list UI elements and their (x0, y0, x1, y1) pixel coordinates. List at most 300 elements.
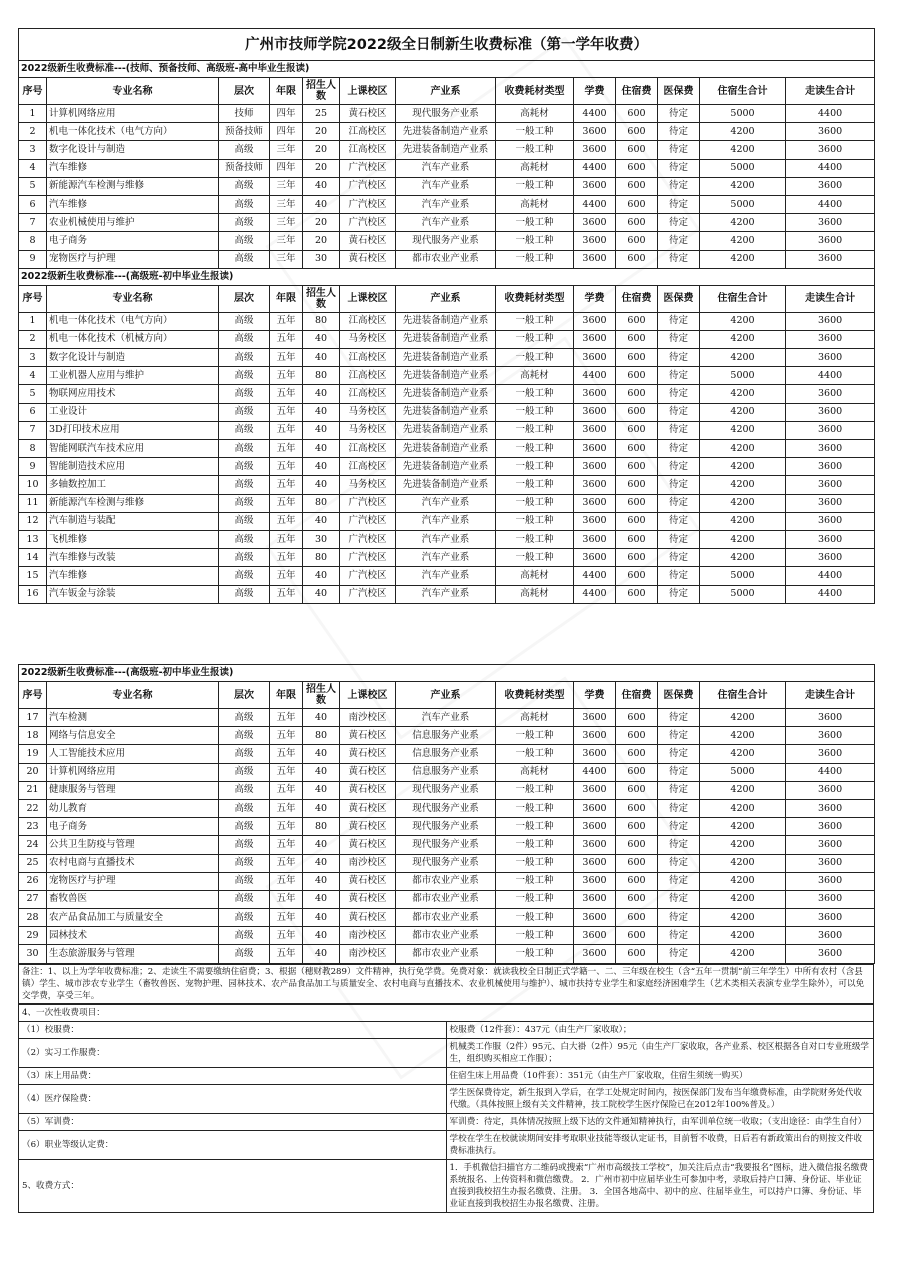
table-cell: 高级 (219, 421, 270, 439)
table-cell: 40 (303, 177, 340, 195)
fee-item-row (19, 1159, 874, 1212)
section-title: 2022级新生收费标准---(高级班-初中毕业生报读) (19, 665, 875, 682)
table-cell: 黄石校区 (340, 250, 396, 268)
major-name-cell: 飞机维修 (47, 530, 219, 548)
major-name-cell: 新能源汽车检测与维修 (47, 177, 219, 195)
major-name-cell: 计算机网络应用 (47, 105, 219, 123)
table-cell: 一般工种 (496, 312, 574, 330)
table-cell: 4400 (786, 105, 875, 123)
table-cell: 高级 (219, 385, 270, 403)
table-cell: 汽车产业系 (396, 549, 496, 567)
table-cell: 待定 (658, 312, 700, 330)
table-cell: 一般工种 (496, 818, 574, 836)
table-cell: 待定 (658, 799, 700, 817)
table-cell: 3600 (574, 141, 616, 159)
table-cell: 3600 (786, 330, 875, 348)
table-cell: 4200 (700, 818, 786, 836)
table-cell: 80 (303, 312, 340, 330)
table-cell: 1 (19, 312, 47, 330)
table-cell: 9 (19, 250, 47, 268)
major-name-cell: 农村电商与直播技术 (47, 854, 219, 872)
major-name-cell: 宠物医疗与护理 (47, 250, 219, 268)
table-row (19, 585, 875, 603)
table-cell: 待定 (658, 250, 700, 268)
table-cell: 南沙校区 (340, 854, 396, 872)
table-cell: 40 (303, 763, 340, 781)
table-cell: 五年 (270, 312, 303, 330)
table-cell: 高耗材 (496, 709, 574, 727)
table-cell: 江高校区 (340, 440, 396, 458)
table-cell: 10 (19, 476, 47, 494)
major-name-cell: 幼儿教育 (47, 799, 219, 817)
table-cell: 四年 (270, 123, 303, 141)
table-cell: 600 (616, 549, 658, 567)
table-cell: 江高校区 (340, 458, 396, 476)
column-header: 层次 (219, 285, 270, 312)
table-cell: 40 (303, 458, 340, 476)
column-header: 住宿生合计 (700, 285, 786, 312)
table-cell: 现代服务产业系 (396, 799, 496, 817)
fee-item-text: 学校在学生在校就读期间安排考取职业技能等级认定证书，目前暂不收费，日后若有新政策出台的则按文件收费标准执行。 (446, 1130, 874, 1159)
table-cell: 待定 (658, 403, 700, 421)
table-cell: 一般工种 (496, 799, 574, 817)
table-cell: 3600 (574, 385, 616, 403)
table-cell: 五年 (270, 440, 303, 458)
table-cell: 一般工种 (496, 549, 574, 567)
table-cell: 高级 (219, 854, 270, 872)
table-cell: 40 (303, 330, 340, 348)
table-cell: 高级 (219, 890, 270, 908)
table-cell: 三年 (270, 141, 303, 159)
table-cell: 江高校区 (340, 312, 396, 330)
table-cell: 高级 (219, 312, 270, 330)
table-cell: 高级 (219, 530, 270, 548)
table-cell: 40 (303, 403, 340, 421)
table-cell: 600 (616, 159, 658, 177)
major-name-cell: 园林技术 (47, 927, 219, 945)
table-cell: 待定 (658, 458, 700, 476)
major-name-cell: 多轴数控加工 (47, 476, 219, 494)
table-cell: 23 (19, 818, 47, 836)
table-cell: 3600 (574, 909, 616, 927)
table-cell: 三年 (270, 214, 303, 232)
table-cell: 26 (19, 872, 47, 890)
table-cell: 3600 (574, 890, 616, 908)
table-cell: 待定 (658, 872, 700, 890)
table-cell: 高级 (219, 709, 270, 727)
table-cell: 3600 (786, 872, 875, 890)
table-cell: 3600 (786, 421, 875, 439)
table-row (19, 440, 875, 458)
table-cell: 五年 (270, 890, 303, 908)
table-cell: 五年 (270, 530, 303, 548)
table-cell: 4200 (700, 440, 786, 458)
table-cell: 4400 (574, 585, 616, 603)
table-cell: 高级 (219, 727, 270, 745)
table-row (19, 312, 875, 330)
table-cell: 汽车产业系 (396, 567, 496, 585)
table-cell: 五年 (270, 872, 303, 890)
table-cell: 4200 (700, 927, 786, 945)
header-row (19, 682, 875, 709)
table-cell: 江高校区 (340, 141, 396, 159)
table-row (19, 945, 875, 963)
table-cell: 600 (616, 105, 658, 123)
table-cell: 5000 (700, 367, 786, 385)
table-cell: 40 (303, 195, 340, 213)
table-cell: 高级 (219, 177, 270, 195)
column-header: 医保费 (658, 285, 700, 312)
table-cell: 3600 (786, 512, 875, 530)
table-row (19, 799, 875, 817)
table-cell: 40 (303, 872, 340, 890)
fee-item-label: 5、收费方式： (19, 1159, 447, 1212)
column-header: 医保费 (658, 78, 700, 105)
column-header: 学费 (574, 285, 616, 312)
table-cell: 600 (616, 781, 658, 799)
table-cell: 现代服务产业系 (396, 854, 496, 872)
table-cell: 高级 (219, 214, 270, 232)
table-cell: 高级 (219, 799, 270, 817)
table-cell: 3600 (786, 818, 875, 836)
table-cell: 江高校区 (340, 367, 396, 385)
table-cell: 3600 (786, 530, 875, 548)
table-cell: 南沙校区 (340, 945, 396, 963)
table-cell: 4200 (700, 727, 786, 745)
major-name-cell: 机电一体化技术（机械方向） (47, 330, 219, 348)
table-row (19, 195, 875, 213)
table-cell: 4200 (700, 177, 786, 195)
table-cell: 高级 (219, 367, 270, 385)
table-cell: 五年 (270, 927, 303, 945)
table-cell: 25 (19, 854, 47, 872)
major-name-cell: 汽车维修与改装 (47, 549, 219, 567)
table-cell: 600 (616, 945, 658, 963)
table-row (19, 494, 875, 512)
table-cell: 高级 (219, 781, 270, 799)
table-row (19, 781, 875, 799)
header-row (19, 78, 875, 105)
table-cell: 600 (616, 854, 658, 872)
table-cell: 3600 (574, 727, 616, 745)
major-name-cell: 人工智能技术应用 (47, 745, 219, 763)
section-title: 2022级新生收费标准---(高级班-初中毕业生报读) (19, 268, 875, 285)
table-cell: 3 (19, 349, 47, 367)
table-row (19, 159, 875, 177)
table-cell: 40 (303, 440, 340, 458)
table-cell: 4200 (700, 349, 786, 367)
table-cell: 29 (19, 927, 47, 945)
table-cell: 4200 (700, 854, 786, 872)
table-cell: 5000 (700, 567, 786, 585)
table-cell: 6 (19, 195, 47, 213)
table-cell: 27 (19, 890, 47, 908)
major-name-cell: 公共卫生防疫与管理 (47, 836, 219, 854)
table-cell: 4400 (574, 763, 616, 781)
table-cell: 4200 (700, 141, 786, 159)
table-cell: 待定 (658, 159, 700, 177)
column-header: 住宿生合计 (700, 78, 786, 105)
table-cell: 4200 (700, 458, 786, 476)
major-name-cell: 汽车检测 (47, 709, 219, 727)
table-cell: 一般工种 (496, 945, 574, 963)
fee-item-row (19, 1130, 874, 1159)
table-cell: 一般工种 (496, 385, 574, 403)
major-name-cell: 健康服务与管理 (47, 781, 219, 799)
table-cell: 600 (616, 727, 658, 745)
table-cell: 5000 (700, 105, 786, 123)
table-cell: 一般工种 (496, 403, 574, 421)
table-cell: 3600 (574, 330, 616, 348)
fee-item-text: 校服费（12件套）：437元（由生产厂家收取）； (446, 1021, 874, 1038)
major-name-cell: 智能网联汽车技术应用 (47, 440, 219, 458)
table-row (19, 214, 875, 232)
column-header: 学费 (574, 78, 616, 105)
table-cell: 黄石校区 (340, 232, 396, 250)
table-cell: 汽车产业系 (396, 494, 496, 512)
table-row (19, 367, 875, 385)
table-cell: 40 (303, 385, 340, 403)
table-cell: 4200 (700, 836, 786, 854)
table-cell: 待定 (658, 512, 700, 530)
table-row (19, 349, 875, 367)
section-title-row (19, 665, 875, 682)
table-cell: 五年 (270, 367, 303, 385)
column-header: 年限 (270, 78, 303, 105)
fee-item-row (19, 1067, 874, 1084)
table-cell: 24 (19, 836, 47, 854)
table-cell: 30 (303, 530, 340, 548)
table-cell: 高耗材 (496, 195, 574, 213)
table-cell: 广汽校区 (340, 585, 396, 603)
table-cell: 3600 (786, 458, 875, 476)
major-name-cell: 工业设计 (47, 403, 219, 421)
table-cell: 19 (19, 745, 47, 763)
table-cell: 先进装备制造产业系 (396, 385, 496, 403)
table-row (19, 709, 875, 727)
table-cell: 3600 (786, 727, 875, 745)
table-cell: 40 (303, 945, 340, 963)
table-cell: 待定 (658, 494, 700, 512)
table-cell: 3600 (574, 214, 616, 232)
table-cell: 600 (616, 195, 658, 213)
table-cell: 4200 (700, 872, 786, 890)
table-cell: 3600 (786, 250, 875, 268)
table-cell: 五年 (270, 494, 303, 512)
fee-item-label: （6）职业等级认定费： (19, 1130, 447, 1159)
table-cell: 五年 (270, 458, 303, 476)
column-header: 层次 (219, 682, 270, 709)
table-cell: 40 (303, 799, 340, 817)
table-cell: 4400 (574, 105, 616, 123)
table-cell: 3600 (786, 440, 875, 458)
table-cell: 40 (303, 512, 340, 530)
table-cell: 20 (303, 159, 340, 177)
table-cell: 待定 (658, 585, 700, 603)
column-header: 招生人数 (303, 682, 340, 709)
table-cell: 高级 (219, 232, 270, 250)
column-header: 走读生合计 (786, 682, 875, 709)
table-cell: 600 (616, 745, 658, 763)
table-cell: 80 (303, 494, 340, 512)
column-header: 年限 (270, 285, 303, 312)
table-cell: 4200 (700, 421, 786, 439)
table-cell: 高耗材 (496, 367, 574, 385)
fee-item-label: （3）床上用品费： (19, 1067, 447, 1084)
table-cell: 一般工种 (496, 349, 574, 367)
table-cell: 信息服务产业系 (396, 727, 496, 745)
table-cell: 待定 (658, 909, 700, 927)
table-cell: 先进装备制造产业系 (396, 367, 496, 385)
table-cell: 3600 (786, 836, 875, 854)
table-cell: 600 (616, 232, 658, 250)
table-cell: 五年 (270, 476, 303, 494)
table-cell: 汽车产业系 (396, 530, 496, 548)
table-cell: 600 (616, 403, 658, 421)
table-cell: 600 (616, 440, 658, 458)
table-cell: 先进装备制造产业系 (396, 123, 496, 141)
table-cell: 4200 (700, 123, 786, 141)
table-cell: 4200 (700, 530, 786, 548)
column-header: 招生人数 (303, 285, 340, 312)
fee-item-text: 住宿生床上用品费（10件套）：351元（由生产厂家收取，住宿生须统一购买） (446, 1067, 874, 1084)
table-cell: 40 (303, 927, 340, 945)
table-cell: 2 (19, 123, 47, 141)
table-cell: 600 (616, 349, 658, 367)
table-cell: 五年 (270, 854, 303, 872)
table-cell: 待定 (658, 818, 700, 836)
table-cell: 40 (303, 585, 340, 603)
table-cell: 600 (616, 909, 658, 927)
table-cell: 40 (303, 745, 340, 763)
major-name-cell: 3D打印技术应用 (47, 421, 219, 439)
table-cell: 25 (303, 105, 340, 123)
table-cell: 3600 (574, 494, 616, 512)
table-cell: 80 (303, 818, 340, 836)
table-cell: 五年 (270, 781, 303, 799)
table-cell: 一般工种 (496, 727, 574, 745)
table-cell: 8 (19, 232, 47, 250)
table-cell: 9 (19, 458, 47, 476)
table-cell: 600 (616, 458, 658, 476)
major-name-cell: 数字化设计与制造 (47, 349, 219, 367)
table-cell: 3600 (574, 709, 616, 727)
table-cell: 3600 (786, 745, 875, 763)
table-cell: 17 (19, 709, 47, 727)
table-cell: 8 (19, 440, 47, 458)
table-cell: 高级 (219, 141, 270, 159)
table-cell: 先进装备制造产业系 (396, 330, 496, 348)
table-cell: 3600 (574, 927, 616, 945)
table-row (19, 836, 875, 854)
column-header: 招生人数 (303, 78, 340, 105)
table-cell: 3600 (574, 512, 616, 530)
table-cell: 3600 (574, 177, 616, 195)
table-cell: 11 (19, 494, 47, 512)
table-cell: 一般工种 (496, 854, 574, 872)
table-cell: 五年 (270, 818, 303, 836)
table-cell: 待定 (658, 945, 700, 963)
table-cell: 高耗材 (496, 763, 574, 781)
remarks-note: 备注：1、以上为学年收费标准；2、走读生不需要缴纳住宿费；3、根据（穗财教289）文件精神，执行免学费。免费对象：就读我校全日制正式学籍一、二、三年级在校生（含“五年一贯制”前三年学生）中所有农村（含县镇）学生、城市涉农专业学生（畜牧兽医、宠物护理、园林技术、农产品食品加工与质量安全、农村电商与直播技术、农业机械使用与维护）、城市扶持专业学生和家庭经济困难学生（艺术类相关表演专业学生除外），可以免交学费，享受三年。 (19, 964, 874, 1003)
table-cell: 600 (616, 836, 658, 854)
table-cell: 五年 (270, 799, 303, 817)
table-cell: 高级 (219, 476, 270, 494)
table-row (19, 854, 875, 872)
table-cell: 4400 (786, 159, 875, 177)
column-header: 收费耗材类型 (496, 682, 574, 709)
table-cell: 汽车产业系 (396, 709, 496, 727)
table-cell: 3600 (574, 945, 616, 963)
column-header: 住宿费 (616, 682, 658, 709)
table-cell: 3600 (574, 818, 616, 836)
major-name-cell: 计算机网络应用 (47, 763, 219, 781)
table-cell: 五年 (270, 727, 303, 745)
table-cell: 600 (616, 177, 658, 195)
table-cell: 五年 (270, 385, 303, 403)
table-cell: 黄石校区 (340, 909, 396, 927)
table-cell: 预备技师 (219, 159, 270, 177)
table-cell: 3600 (574, 349, 616, 367)
table-row (19, 421, 875, 439)
table-cell: 广汽校区 (340, 177, 396, 195)
table-cell: 先进装备制造产业系 (396, 141, 496, 159)
table-cell: 现代服务产业系 (396, 836, 496, 854)
table-cell: 4200 (700, 476, 786, 494)
table-row (19, 567, 875, 585)
table-cell: 先进装备制造产业系 (396, 421, 496, 439)
table-cell: 黄石校区 (340, 745, 396, 763)
table-row (19, 927, 875, 945)
table-cell: 待定 (658, 763, 700, 781)
column-header: 上课校区 (340, 682, 396, 709)
table-cell: 待定 (658, 476, 700, 494)
table-cell: 15 (19, 567, 47, 585)
table-cell: 3600 (574, 403, 616, 421)
table-cell: 600 (616, 872, 658, 890)
table-cell: 待定 (658, 836, 700, 854)
table-cell: 40 (303, 421, 340, 439)
major-name-cell: 汽车维修 (47, 195, 219, 213)
column-header: 产业系 (396, 682, 496, 709)
major-name-cell: 机电一体化技术（电气方向） (47, 123, 219, 141)
table-cell: 40 (303, 909, 340, 927)
table-row (19, 890, 875, 908)
table-row (19, 232, 875, 250)
table-row (19, 818, 875, 836)
table-cell: 3600 (574, 476, 616, 494)
table-row (19, 330, 875, 348)
table-cell: 高级 (219, 458, 270, 476)
major-name-cell: 汽车维修 (47, 567, 219, 585)
table-cell: 600 (616, 512, 658, 530)
table-cell: 20 (303, 123, 340, 141)
table-cell: 五年 (270, 836, 303, 854)
table-cell: 汽车产业系 (396, 177, 496, 195)
table-cell: 汽车产业系 (396, 214, 496, 232)
table-cell: 3600 (786, 177, 875, 195)
table-cell: 一般工种 (496, 458, 574, 476)
table-cell: 3600 (574, 854, 616, 872)
table-cell: 4400 (574, 367, 616, 385)
table-cell: 一般工种 (496, 745, 574, 763)
table-cell: 4400 (786, 585, 875, 603)
table-cell: 预备技师 (219, 123, 270, 141)
table-cell: 4200 (700, 312, 786, 330)
table-cell: 5000 (700, 195, 786, 213)
table-row (19, 549, 875, 567)
column-header: 学费 (574, 682, 616, 709)
